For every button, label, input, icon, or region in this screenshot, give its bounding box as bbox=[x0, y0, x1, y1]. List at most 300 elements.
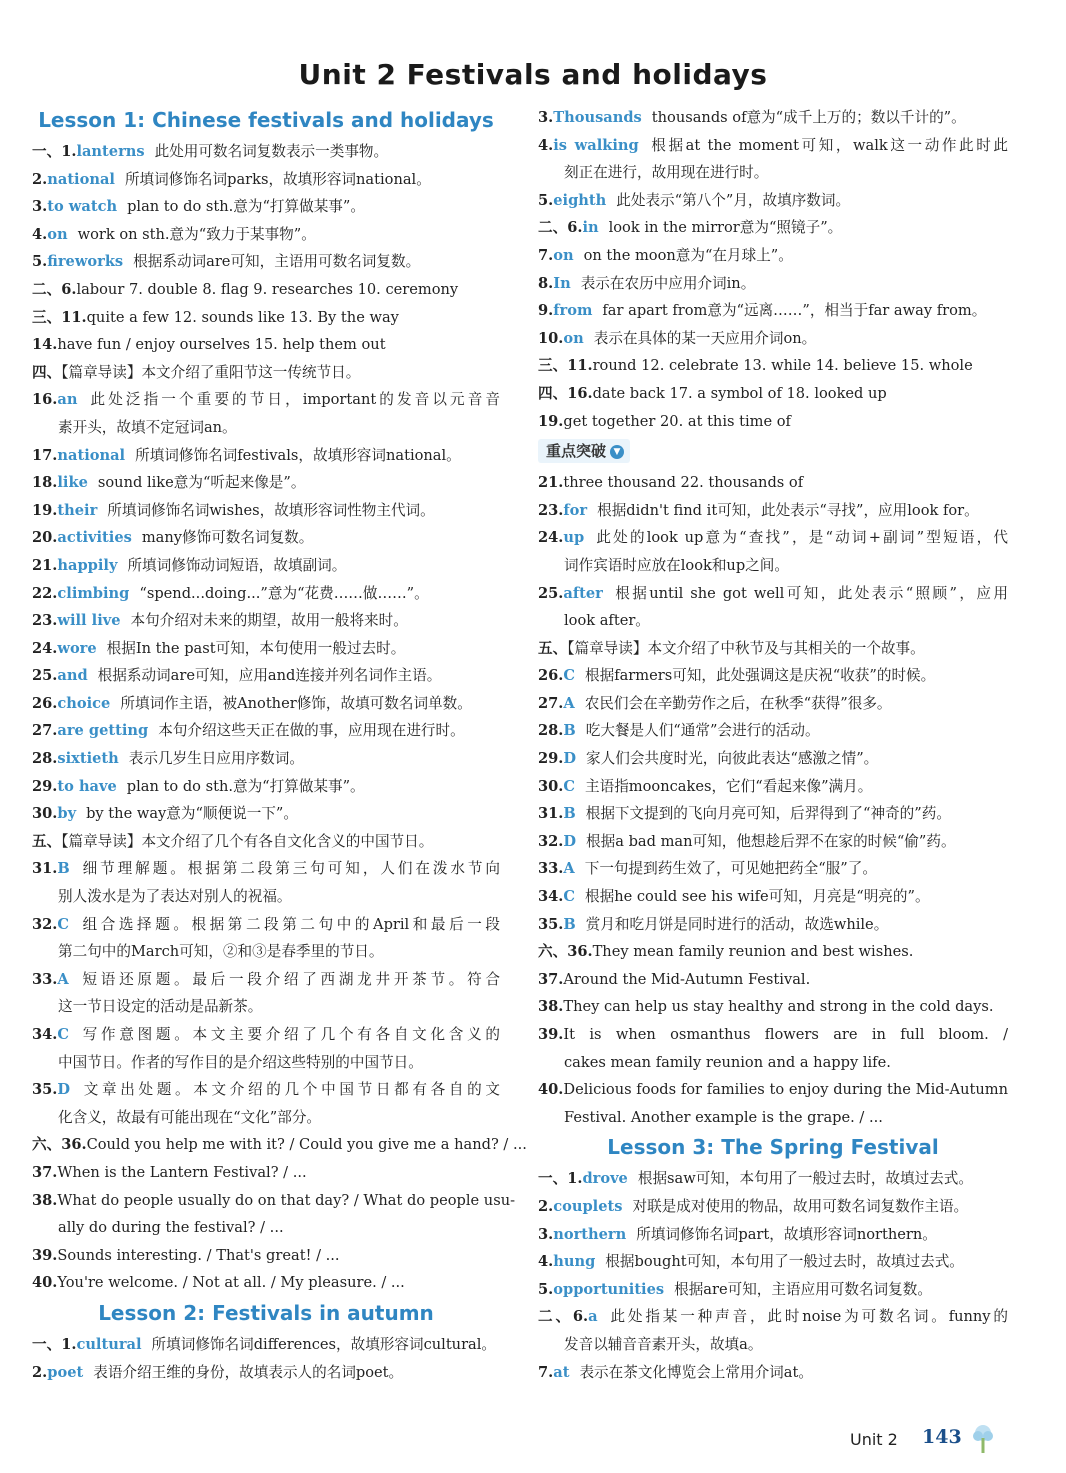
answer-continuation bbox=[32, 1104, 500, 1132]
answer-key: B bbox=[563, 915, 576, 933]
answer-line bbox=[538, 352, 1008, 380]
item-number: 四、 bbox=[32, 363, 62, 381]
item-number: 29. bbox=[32, 777, 58, 795]
answer-line bbox=[538, 297, 1008, 325]
explanation-text: sound like意为“听起来像是”。 bbox=[97, 474, 306, 492]
answer-line bbox=[32, 1269, 500, 1297]
answer-key: to watch bbox=[47, 198, 118, 216]
answer-key: poet bbox=[47, 1363, 84, 1381]
answer-key: and bbox=[57, 667, 88, 685]
answer-line bbox=[32, 1331, 500, 1359]
explanation-text: get together 20. at this time of bbox=[563, 412, 791, 430]
answer-line bbox=[538, 524, 1008, 552]
answer-key: drove bbox=[582, 1170, 628, 1188]
answer-key: C bbox=[57, 915, 70, 933]
item-number: 27. bbox=[32, 722, 58, 740]
item-number: 3. bbox=[32, 198, 48, 216]
item-number: 四、16. bbox=[538, 384, 593, 402]
explanation-text: plan to do sth.意为“打算做某事”。 bbox=[126, 777, 365, 795]
explanation-text: 本句介绍对未来的期望，故用一般将来时。 bbox=[130, 612, 408, 630]
answer-line bbox=[32, 1131, 527, 1159]
item-number: 三、11. bbox=[32, 308, 87, 326]
item-number: 24. bbox=[32, 639, 58, 657]
answer-key: couplets bbox=[553, 1197, 623, 1215]
answer-line bbox=[32, 1187, 516, 1215]
answer-line bbox=[32, 1242, 500, 1270]
answer-line bbox=[32, 1159, 500, 1187]
answer-key: will live bbox=[57, 612, 121, 630]
item-number: 30. bbox=[538, 777, 564, 795]
left-column bbox=[32, 104, 527, 1386]
item-number: 19. bbox=[32, 501, 58, 519]
item-number: 二、6. bbox=[538, 1308, 589, 1326]
item-number: 五、 bbox=[538, 639, 568, 657]
explanation-text: 这一节日设定的活动是品新茶。 bbox=[58, 998, 263, 1016]
answer-key: D bbox=[563, 832, 577, 850]
answer-key: at bbox=[553, 1363, 570, 1381]
explanation-text: 根据bought可知，本句用了一般过去时，故填过去式。 bbox=[605, 1253, 964, 1271]
answer-line bbox=[538, 214, 1008, 242]
answer-line bbox=[32, 276, 500, 304]
explanation-text: It is when osmanthus flowers are in full bloom. / bbox=[563, 1026, 1008, 1043]
focus-heading bbox=[538, 439, 630, 463]
answer-line bbox=[538, 1193, 1008, 1221]
item-number: 18. bbox=[32, 474, 58, 492]
item-number: 2. bbox=[32, 170, 48, 188]
explanation-text: 所填词修饰动词短语，故填副词。 bbox=[127, 556, 347, 574]
explanation-text: 根据下文提到的飞向月亮可知，后羿得到了“神奇的”药。 bbox=[585, 805, 951, 823]
explanation-text: 此处泛指一个重要的节日，important的发音以元音音 bbox=[87, 391, 500, 409]
explanation-text: three thousand 22. thousands of bbox=[563, 474, 804, 492]
lesson-heading: Lesson 2: Festivals in autumn bbox=[98, 1300, 434, 1325]
explanation-text: 别人泼水是为了表达对别人的祝福。 bbox=[58, 888, 292, 906]
item-number: 17. bbox=[32, 446, 58, 464]
item-number: 32. bbox=[32, 915, 58, 933]
explanation-text: 根据In the past可知，本句使用一般过去时。 bbox=[106, 639, 406, 657]
item-number: 2. bbox=[32, 1363, 48, 1381]
answer-line bbox=[538, 745, 1008, 773]
answer-key: lanterns bbox=[76, 143, 145, 160]
explanation-text: They mean family reunion and best wishes. bbox=[592, 943, 914, 961]
explanation-text: 【篇章导读】本文介绍了重阳节这一传统节日。 bbox=[61, 363, 361, 381]
explanation-text: Sounds interesting. / That's great! / ... bbox=[57, 1246, 340, 1264]
item-number: 26. bbox=[538, 667, 564, 685]
item-number: 26. bbox=[32, 694, 58, 712]
item-number: 8. bbox=[538, 274, 554, 292]
item-number: 31. bbox=[32, 860, 58, 878]
item-number: 35. bbox=[32, 1081, 58, 1099]
explanation-text: 吃大餐是人们“通常”会进行的活动。 bbox=[585, 722, 820, 740]
answer-line bbox=[32, 442, 500, 470]
answer-line bbox=[32, 855, 500, 883]
item-number: 2. bbox=[538, 1197, 554, 1215]
explanation-text: Could you help me with it? / Could you give me a hand? / ... bbox=[86, 1136, 527, 1154]
footer-unit-label: Unit 2 bbox=[850, 1430, 898, 1449]
explanation-text: 第二句中的March可知，②和③是春季里的节日。 bbox=[58, 943, 384, 961]
answer-line bbox=[32, 717, 500, 745]
answer-key: on bbox=[553, 246, 574, 264]
explanation-text: 刻正在进行，故用现在进行时。 bbox=[564, 164, 769, 182]
answer-line bbox=[538, 773, 1008, 801]
item-number: 34. bbox=[538, 888, 564, 906]
page-title: Unit 2 Festivals and holidays bbox=[298, 58, 768, 91]
answer-key: national bbox=[47, 170, 115, 188]
item-number: 一、1. bbox=[32, 1335, 77, 1353]
explanation-text: 所填词修饰名词festivals，故填形容词national。 bbox=[135, 446, 461, 464]
answer-line bbox=[32, 304, 500, 332]
chevron-down-icon: ▼ bbox=[610, 445, 624, 459]
explanation-text: 【篇章导读】本文介绍了中秋节及与其相关的一个故事。 bbox=[567, 639, 925, 657]
item-number: 3. bbox=[538, 1225, 554, 1243]
answer-key: activities bbox=[57, 529, 132, 547]
answer-key: B bbox=[563, 722, 576, 740]
answer-line bbox=[32, 359, 500, 387]
tree-icon bbox=[970, 1424, 996, 1454]
answer-line bbox=[538, 1359, 1008, 1387]
explanation-text: You're welcome. / Not at all. / My pleasure. / ... bbox=[57, 1274, 405, 1292]
answer-key: D bbox=[563, 750, 577, 768]
answer-line bbox=[538, 1076, 1008, 1104]
answer-line bbox=[538, 911, 1008, 939]
answer-line bbox=[32, 221, 500, 249]
answer-key: hung bbox=[553, 1253, 596, 1271]
explanation-text: 根据didn't find it可知，此处表示“寻找”，应用look for。 bbox=[597, 501, 979, 519]
item-number: 25. bbox=[538, 584, 564, 602]
explanation-text: Around the Mid-Autumn Festival. bbox=[563, 970, 811, 988]
item-number: 三、11. bbox=[538, 357, 593, 375]
explanation-text: 发音以辅音音素开头，故填a。 bbox=[564, 1335, 763, 1353]
explanation-text: round 12. celebrate 13. while 14. believe 15. whole bbox=[592, 357, 973, 375]
explanation-text: 此处表示“第八个”月，故填序数词。 bbox=[616, 191, 851, 209]
item-number: 39. bbox=[538, 1026, 564, 1043]
explanation-text: have fun / enjoy ourselves 15. help them out bbox=[57, 336, 386, 354]
answer-key: like bbox=[57, 474, 88, 492]
answer-line bbox=[538, 242, 1008, 270]
item-number: 28. bbox=[538, 722, 564, 740]
item-number: 34. bbox=[32, 1026, 58, 1043]
answer-line bbox=[538, 580, 1008, 608]
answer-line bbox=[538, 132, 1008, 160]
answer-line bbox=[538, 408, 1008, 436]
item-number: 23. bbox=[538, 501, 564, 519]
item-number: 37. bbox=[538, 970, 564, 988]
explanation-text: labour 7. double 8. flag 9. researches 10. ceremony bbox=[76, 280, 459, 298]
explanation-text: 表示几岁生日应用序数词。 bbox=[128, 750, 304, 768]
explanation-text: 表示在具体的某一天应用介词on。 bbox=[593, 329, 817, 347]
item-number: 29. bbox=[538, 750, 564, 768]
explanation-text: cakes mean family reunion and a happy life. bbox=[564, 1053, 891, 1071]
explanation-text: 本句介绍这些天正在做的事，应用现在进行时。 bbox=[158, 722, 465, 740]
item-number: 7. bbox=[538, 1363, 554, 1381]
answer-line bbox=[32, 469, 500, 497]
item-number: 21. bbox=[538, 474, 564, 492]
answer-line bbox=[32, 966, 500, 994]
explanation-text: by the way意为“顺便说一下”。 bbox=[86, 805, 298, 823]
item-number: 六、36. bbox=[32, 1136, 87, 1154]
explanation-text: 表示在茶文化博览会上常用介词at。 bbox=[579, 1363, 813, 1381]
page-number: 143 bbox=[922, 1426, 962, 1448]
explanation-text: 短语还原题。最后一段介绍了西湖龙井开茶节。符合 bbox=[78, 970, 500, 988]
item-number: 二、6. bbox=[538, 219, 583, 237]
explanation-text: 所填词修饰名词wishes，故填形容词性物主代词。 bbox=[107, 501, 435, 519]
item-number: 33. bbox=[32, 970, 58, 988]
explanation-text: quite a few 12. sounds like 13. By the way bbox=[86, 308, 399, 326]
answer-line bbox=[32, 800, 500, 828]
answer-key: national bbox=[57, 446, 126, 464]
answer-line bbox=[32, 911, 500, 939]
answer-continuation bbox=[32, 883, 500, 911]
explanation-text: 根据he could see his wife可知，月亮是“明亮的”。 bbox=[585, 888, 930, 906]
item-number: 二、6. bbox=[32, 280, 77, 298]
item-number: 28. bbox=[32, 750, 58, 768]
explanation-text: 词作宾语时应放在look和up之间。 bbox=[564, 556, 789, 574]
answer-key: C bbox=[563, 777, 576, 795]
page-footer bbox=[850, 1424, 1030, 1458]
item-number: 40. bbox=[32, 1274, 58, 1292]
item-number: 38. bbox=[538, 998, 564, 1016]
explanation-text: far apart from意为“远离……”，相当于far away from。 bbox=[602, 302, 987, 320]
answer-line bbox=[32, 1021, 500, 1049]
answer-line bbox=[32, 662, 500, 690]
answer-key: are getting bbox=[57, 722, 149, 740]
item-number: 一、1. bbox=[538, 1170, 583, 1188]
answer-continuation bbox=[538, 552, 1008, 580]
explanation-text: 【篇章导读】本文介绍了几个有各自文化含义的中国节日。 bbox=[61, 832, 434, 850]
answer-key: C bbox=[563, 888, 576, 906]
item-number: 一、1. bbox=[32, 143, 77, 160]
answer-line bbox=[32, 331, 500, 359]
explanation-text: 农民们会在辛勤劳作之后，在秋季“获得”很多。 bbox=[584, 694, 892, 712]
explanation-text: 此处的look up意为“查找”，是“动词+副词”型短语，代 bbox=[594, 529, 1008, 547]
answer-key: to have bbox=[57, 777, 117, 795]
explanation-text: 表语介绍王维的身份，故填表示人的名词poet。 bbox=[93, 1363, 404, 1381]
explanation-text: 组合选择题。根据第二段第二句中的April和最后一段 bbox=[79, 915, 500, 933]
item-number: 37. bbox=[32, 1163, 58, 1181]
explanation-text: They can help us stay healthy and strong in the cold days. bbox=[563, 998, 994, 1016]
answer-line bbox=[32, 635, 500, 663]
explanation-text: Delicious foods for families to enjoy during the Mid-Autumn bbox=[563, 1081, 1008, 1099]
answer-line bbox=[538, 938, 1008, 966]
explanation-text: 对联是成对使用的物品，故用可数名词复数作主语。 bbox=[632, 1197, 969, 1215]
explanation-text: work on sth.意为“致力于某事物”。 bbox=[77, 225, 316, 243]
answer-line bbox=[538, 1248, 1008, 1276]
answer-continuation bbox=[538, 1331, 1008, 1359]
answer-continuation bbox=[538, 159, 1008, 187]
answer-key: Thousands bbox=[553, 109, 642, 126]
item-number: 5. bbox=[538, 1280, 554, 1298]
explanation-text: 所填词作主语，被Another修饰，故填可数名词单数。 bbox=[120, 694, 472, 712]
explanation-text: 表示在农历中应用介词in。 bbox=[580, 274, 756, 292]
answer-line bbox=[538, 104, 1008, 132]
explanation-text: What do people usually do on that day? / What do people usu- bbox=[57, 1191, 516, 1209]
answer-line bbox=[32, 690, 500, 718]
answer-line bbox=[32, 524, 500, 552]
item-number: 22. bbox=[32, 584, 58, 602]
answer-line bbox=[32, 386, 500, 414]
item-number: 40. bbox=[538, 1081, 564, 1099]
answer-continuation bbox=[32, 993, 500, 1021]
answer-key: eighth bbox=[553, 191, 607, 209]
explanation-text: 主语指mooncakes，它们“看起来像”满月。 bbox=[585, 777, 873, 795]
explanation-text: 根据at the moment可知，walk这一动作此时此 bbox=[648, 136, 1008, 154]
item-number: 20. bbox=[32, 529, 58, 547]
answer-line bbox=[32, 193, 500, 221]
answer-continuation bbox=[32, 414, 500, 442]
answer-key: on bbox=[47, 225, 68, 243]
explanation-text: 根据until she got well可知，此处表示“照顾”，应用 bbox=[612, 584, 1008, 602]
explanation-text: 化含义，故最有可能出现在“文化”部分。 bbox=[58, 1108, 322, 1126]
answer-line bbox=[32, 166, 500, 194]
explanation-text: 下一句提到药生效了，可见她把药全“服”了。 bbox=[584, 860, 877, 878]
answer-line bbox=[538, 497, 1008, 525]
item-number: 30. bbox=[32, 805, 58, 823]
answer-line bbox=[538, 662, 1008, 690]
item-number: 五、 bbox=[32, 832, 62, 850]
explanation-text: 根据系动词are可知，主语用可数名词复数。 bbox=[133, 253, 421, 271]
answer-key: A bbox=[57, 970, 69, 988]
item-number: 35. bbox=[538, 915, 564, 933]
item-number: 23. bbox=[32, 612, 58, 630]
item-number: 38. bbox=[32, 1191, 58, 1209]
answer-line bbox=[32, 138, 500, 166]
answer-line bbox=[538, 1303, 1008, 1331]
answer-line bbox=[538, 1165, 1008, 1193]
item-number: 25. bbox=[32, 667, 58, 685]
explanation-text: look after。 bbox=[564, 612, 650, 630]
lesson-heading: Lesson 3: The Spring Festival bbox=[607, 1135, 939, 1160]
explanation-text: 赏月和吃月饼是同时进行的活动，故选while。 bbox=[585, 915, 889, 933]
explanation-text: ally do during the festival? / ... bbox=[58, 1219, 284, 1237]
explanation-text: 所填词修饰名词differences，故填形容词cultural。 bbox=[151, 1335, 497, 1353]
item-number: 19. bbox=[538, 412, 564, 430]
lesson-heading: Lesson 1: Chinese festivals and holidays bbox=[38, 108, 494, 132]
answer-key: a bbox=[588, 1308, 598, 1326]
item-number: 16. bbox=[32, 391, 58, 409]
answer-key: northern bbox=[553, 1225, 627, 1243]
explanation-text: 根据saw可知，本句用了一般过去时，故填过去式。 bbox=[637, 1170, 973, 1188]
answer-continuation bbox=[538, 1049, 1008, 1077]
item-number: 5. bbox=[538, 191, 554, 209]
answer-line bbox=[538, 1021, 1008, 1049]
answer-line bbox=[538, 380, 1008, 408]
answer-line bbox=[32, 607, 500, 635]
answer-line bbox=[32, 580, 500, 608]
explanation-text: look in the mirror意为“照镜子”。 bbox=[608, 219, 843, 237]
answer-continuation bbox=[538, 607, 1008, 635]
explanation-text: 素开头，故填不定冠词an。 bbox=[58, 418, 237, 436]
answer-continuation bbox=[538, 1104, 1008, 1132]
answer-key: A bbox=[563, 860, 575, 878]
explanation-text: 文章出处题。本文介绍的几个中国节日都有各自的文 bbox=[80, 1081, 500, 1099]
answer-key: their bbox=[57, 501, 98, 519]
explanation-text: 此处指某一种声音，此时noise为可数名词。funny的 bbox=[607, 1308, 1008, 1326]
answer-key: fireworks bbox=[47, 253, 124, 271]
answer-key: happily bbox=[57, 556, 118, 574]
explanation-text: on the moon意为“在月球上”。 bbox=[583, 246, 793, 264]
answer-line bbox=[538, 855, 1008, 883]
answer-key: for bbox=[563, 501, 588, 519]
answer-key: In bbox=[553, 274, 571, 292]
explanation-text: 写作意图题。本文主要介绍了几个有各自文化含义的 bbox=[79, 1026, 500, 1043]
answer-line bbox=[32, 828, 500, 856]
item-number: 27. bbox=[538, 694, 564, 712]
explanation-text: plan to do sth.意为“打算做某事”。 bbox=[127, 198, 365, 216]
item-number: 33. bbox=[538, 860, 564, 878]
item-number: 21. bbox=[32, 556, 58, 574]
item-number: 4. bbox=[32, 225, 48, 243]
explanation-text: 根据farmers可知，此处强调这是庆祝“收获”的时候。 bbox=[585, 667, 936, 685]
explanation-text: many修饰可数名词复数。 bbox=[141, 529, 314, 547]
answer-continuation bbox=[32, 1049, 500, 1077]
answer-line bbox=[538, 690, 1008, 718]
answer-line bbox=[538, 469, 1008, 497]
answer-line bbox=[32, 1359, 500, 1387]
answer-key: climbing bbox=[57, 584, 130, 602]
explanation-text: Festival. Another example is the grape. / ... bbox=[564, 1108, 883, 1126]
answer-key: by bbox=[57, 805, 77, 823]
focus-heading-label: 重点突破 bbox=[546, 442, 607, 461]
answer-key: C bbox=[563, 667, 576, 685]
item-number: 14. bbox=[32, 336, 58, 354]
explanation-text: thousands of意为“成千上万的；数以千计的”。 bbox=[651, 109, 966, 126]
explanation-text: “spend...doing...”意为“花费……做……”。 bbox=[139, 584, 429, 602]
answer-key: in bbox=[582, 219, 599, 237]
answer-line bbox=[32, 497, 500, 525]
answer-line bbox=[538, 993, 1008, 1021]
explanation-text: 细节理解题。根据第二段第三句可知，人们在泼水节向 bbox=[79, 860, 500, 878]
explanation-text: When is the Lantern Festival? / ... bbox=[57, 1163, 307, 1181]
explanation-text: 所填词修饰名词parks，故填形容词national。 bbox=[124, 170, 431, 188]
item-number: 4. bbox=[538, 136, 554, 154]
answer-line bbox=[538, 270, 1008, 298]
answer-key: after bbox=[563, 584, 603, 602]
item-number: 7. bbox=[538, 246, 554, 264]
answer-key: an bbox=[57, 391, 78, 409]
explanation-text: 家人们会共度时光，向彼此表达“感激之情”。 bbox=[586, 750, 879, 768]
answer-line bbox=[32, 745, 500, 773]
answer-line bbox=[32, 1076, 500, 1104]
answer-key: choice bbox=[57, 694, 111, 712]
item-number: 3. bbox=[538, 109, 554, 126]
answer-key: from bbox=[553, 302, 593, 320]
answer-key: D bbox=[57, 1081, 71, 1099]
answer-continuation bbox=[32, 938, 500, 966]
answer-line bbox=[538, 828, 1008, 856]
answer-line bbox=[538, 325, 1008, 353]
item-number: 10. bbox=[538, 329, 564, 347]
answer-key: on bbox=[563, 329, 584, 347]
answer-line bbox=[538, 635, 1008, 663]
explanation-text: 根据a bad man可知，他想趁后羿不在家的时候“偷”药。 bbox=[586, 832, 956, 850]
answer-key: cultural bbox=[76, 1335, 142, 1353]
explanation-text: date back 17. a symbol of 18. looked up bbox=[592, 384, 887, 402]
item-number: 5. bbox=[32, 253, 48, 271]
explanation-text: 此处用可数名词复数表示一类事物。 bbox=[154, 143, 389, 160]
answer-key: sixtieth bbox=[57, 750, 119, 768]
right-column bbox=[538, 104, 1008, 1386]
answer-key: A bbox=[563, 694, 575, 712]
explanation-text: 中国节日。作者的写作目的是介绍这些特别的中国节日。 bbox=[58, 1053, 423, 1071]
answer-key: opportunities bbox=[553, 1280, 665, 1298]
answer-line bbox=[538, 187, 1008, 215]
item-number: 39. bbox=[32, 1246, 58, 1264]
answer-line bbox=[32, 248, 500, 276]
answer-line bbox=[538, 717, 1008, 745]
answer-key: B bbox=[563, 805, 576, 823]
answer-key: wore bbox=[57, 639, 97, 657]
item-number: 31. bbox=[538, 805, 564, 823]
item-number: 24. bbox=[538, 529, 564, 547]
